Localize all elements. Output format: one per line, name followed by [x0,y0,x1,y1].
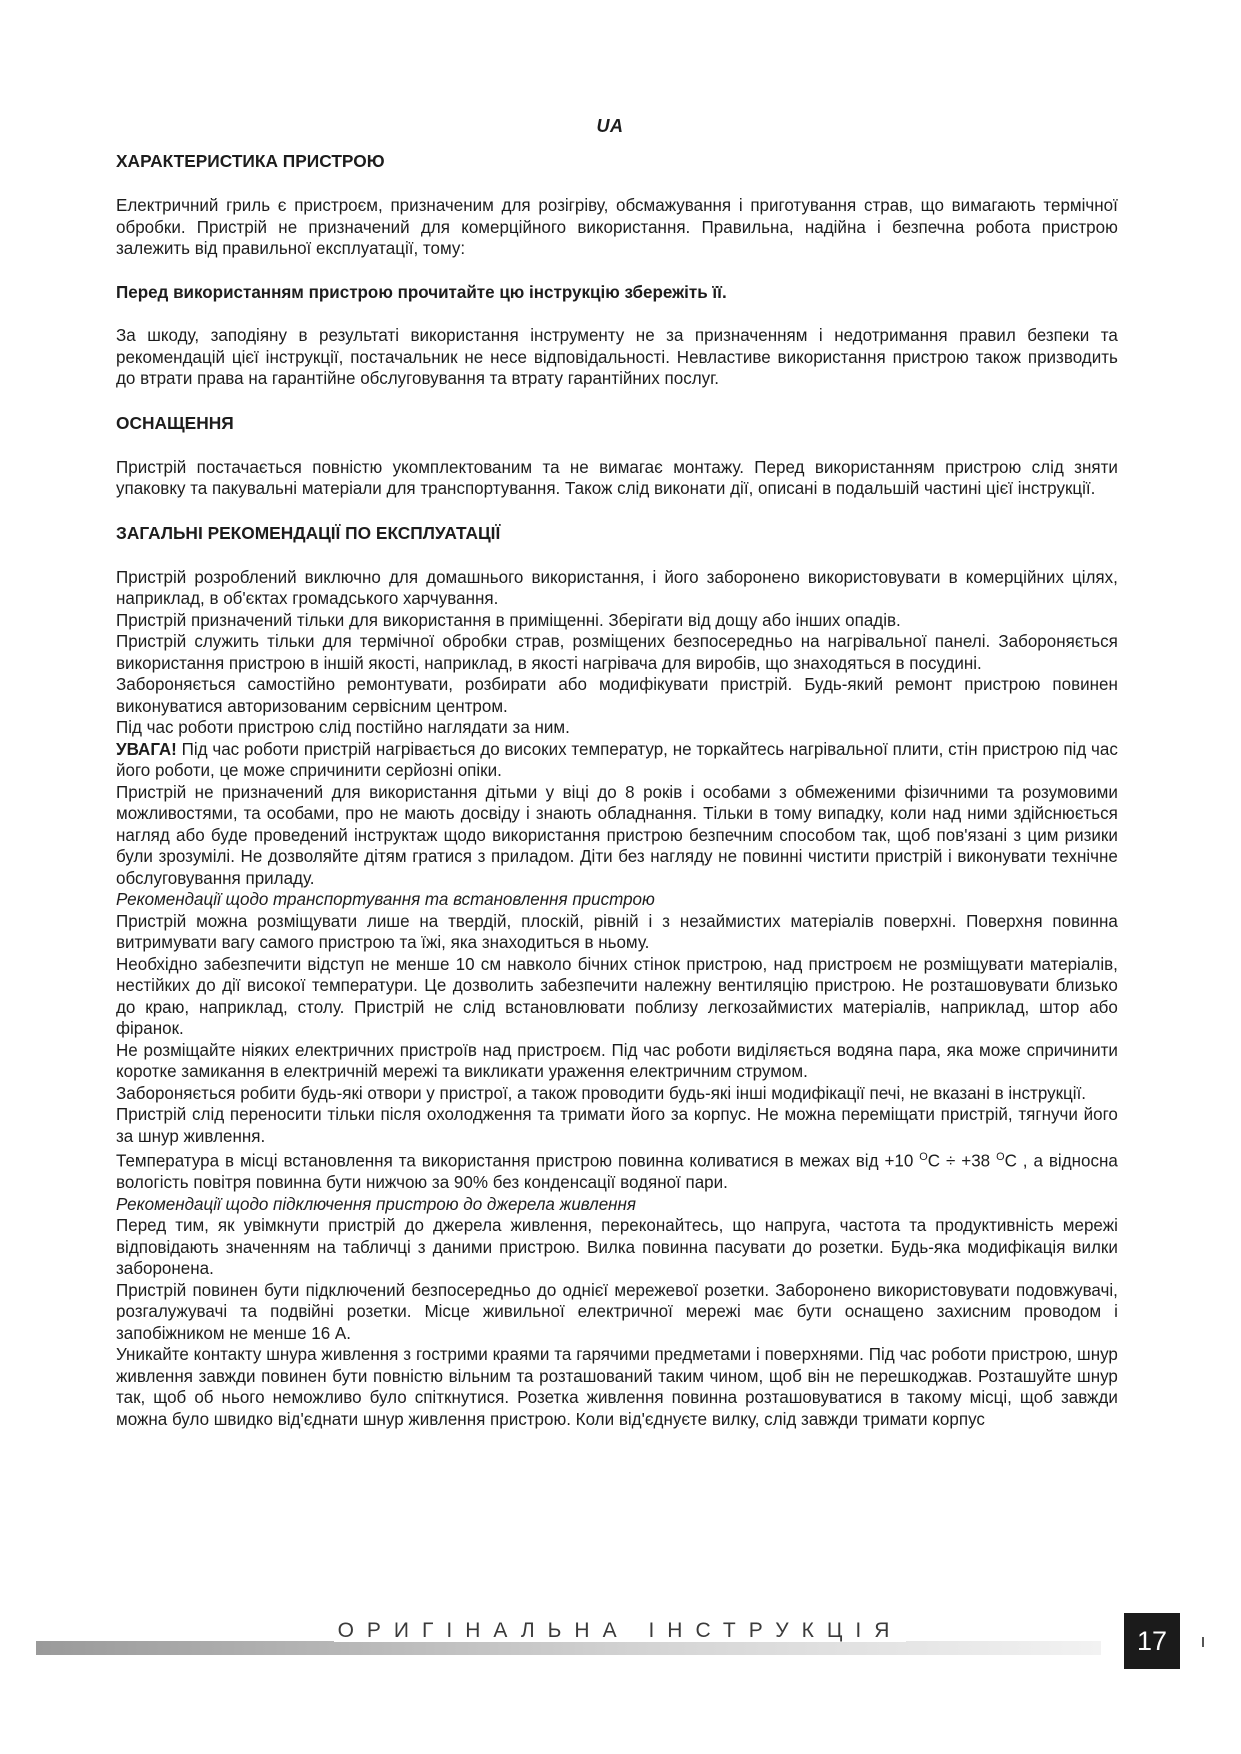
paragraph: Необхідно забезпечити відступ не менше 10 см навколо бічних стінок пристрою, над пристроєм не розміщувати матеріалів, нестійких до дії високої температури. Це дозволить забезпечити належну вентиляцію пристрою. Не розташовувати близько до краю, наприклад, столу. Пристрій не слід встановлювати поблизу легкозаймистих матеріалів, наприклад, штор або фіранок. [116,953,1118,1038]
section-title-characteristics: ХАРАКТЕРИСТИКА ПРИСТРОЮ [116,151,385,171]
paragraph: Пристрій призначений тільки для використання в приміщенні. Зберігати від дощу або інших опадів. [116,609,901,630]
degree-mark: O [996,1151,1005,1163]
language-code: UA [596,116,624,136]
warning-label: УВАГА! [116,738,177,759]
paragraph: Забороняється самостійно ремонтувати, розбирати або модифікувати пристрій. Будь-який ремонт пристрою повинен виконуватися авторизованим сервісним центром. [116,674,1118,716]
read-instruction-note: Перед використанням пристрою прочитайте цю інструкцію збережіть її. [116,281,727,302]
paragraph: Не розміщайте ніяких електричних пристроїв над пристроєм. Під час роботи виділяється водяна пара, яка може спричинити коротке замикання в електричній мережі та викликати ураження електричним струмом. [116,1039,1118,1081]
footer-label [300,1619,940,1643]
subsection-title-power: Рекомендації щодо підключення пристрою до джерела живлення [116,1193,636,1214]
footer-label-text: ОРИГІНАЛЬНА ІНСТРУКЦІЯ [334,1619,907,1642]
paragraph: Пристрій не призначений для використання дітьми у віці до 8 років і особами з обмеженими фізичними та розумовими можливостями, та особами, про не мають досвіду і знають обладнання. Тільки в тому випадку, коли над ними здійснюється нагляд або буде проведений інструктаж щодо використання пристрою безпечним способом так, щоб пов'язані з цим ризики були зрозумілі. Не дозволяйте дітям гратися з приладом. Діти без нагляду не повинні чистити пристрій і виконувати технічне обслуговування приладу. [116,781,1118,888]
paragraph: Пристрій служить тільки для термічної обробки страв, розміщених безпосередньо на нагрівальної панелі. Забороняється використання пристрою в іншій якості, наприклад, в якості нагрівача для виробів, що знаходяться в посудині. [116,631,1118,673]
paragraph: За шкоду, заподіяну в результаті використання інструменту не за призначенням і недотримання правил безпеки та рекомендацій цієї інструкції, постачальник не несе відповідальності. Невластиве використання пристрою також призводить до втрати права на гарантійне обслуговування та втрату гарантійних послуг. [116,325,1118,388]
text-part: Температура в місці встановлення та використання пристрою повинна коливатися в межах від +10 [116,1150,920,1171]
section-title-general-recommendations: ЗАГАЛЬНІ РЕКОМЕНДАЦІЇ ПО ЕКСПЛУАТАЦІЇ [116,522,501,543]
page-tick-mark [1202,1637,1204,1647]
warning-paragraph [116,739,1118,782]
section-title-equipment: ОСНАЩЕННЯ [116,412,234,433]
text-part: C , а відносна вологість повітря повинна бути нижчою за 90% без конденсації водяної пари. [116,1150,1118,1193]
footer-gradient-bar [36,1641,1101,1655]
paragraph: Під час роботи пристрою слід постійно наглядати за ним. [116,717,570,737]
paragraph: Пристрій розроблений виключно для домашнього використання, і його заборонено використовувати в комерційних цілях, наприклад, в об'єктах громадського харчування. [116,566,1118,608]
warning-text: Під час роботи пристрій нагрівається до високих температур, не торкайтесь нагрівальної плити, стін пристрою під час його роботи, це може спричинити серйозні опіки. [116,738,1118,780]
paragraph: Перед тим, як увімкнути пристрій до джерела живлення, переконайтесь, що напруга, частота та продуктивність мережі відповідають значенням на табличці з даними пристрою. Вилка повинна пасувати до розетки. Будь-яка модифікація вилки заборонена. [116,1215,1118,1279]
paragraph: Уникайте контакту шнура живлення з гострими краями та гарячими предметами і поверхнями. Під час роботи пристрою, шнур живлення завжди повинен бути повністю вільним та розташований таким чином, щоб він не перешкоджав. Розташуйте шнур так, щоб об нього неможливо було спіткнутися. Розетка живлення повинна розташовуватися в такому місці, щоб завжди можна було швидко від'єднати шнур живлення пристрою. Коли від'єднуєте вилку, слід завжди тримати корпус [116,1344,1118,1429]
paragraph: Забороняється робити будь-які отвори у пристрої, а також проводити будь-які інші модифікації печі, не вказані в інструкції. [116,1082,1087,1103]
paragraph: Пристрій повинен бути підключений безпосередньо до однієї мережевої розетки. Заборонено використовувати подовжувачі, розгалужувачі та подвійні розетки. Місце живильної електричної мережі має бути оснащено захисним проводом і запобіжником не менше 16 А. [116,1279,1118,1343]
paragraph: Електричний гриль є пристроєм, призначеним для розігріву, обсмажування і приготування страв, що вимагають термічної обробки. Пристрій не призначений для комерційного використання. Правильна, надійна і безпечна робота пристрою залежить від правильної експлуатації, тому: [116,195,1118,258]
document-body [116,150,1118,1430]
paragraph: Пристрій постачається повністю укомплектованим та не вимагає монтажу. Перед використанням пристрою слід зняти упаковку та пакувальні матеріали для транспортування. Також слід виконати дії, описані в подальшій частині цієї інструкції. [116,456,1118,498]
paragraph: Пристрій слід переносити тільки після охолодження та тримати його за корпус. Не можна переміщати пристрій, тягнучи його за шнур живлення. [116,1104,1118,1146]
temperature-paragraph [116,1147,1118,1194]
subsection-title-transport: Рекомендації щодо транспортування та встановлення пристрою [116,889,655,909]
degree-mark: O [919,1151,928,1163]
text-part: C ÷ +38 [927,1150,997,1171]
page-number: 17 [1124,1613,1180,1669]
paragraph: Пристрій можна розміщувати лише на твердій, плоскій, рівній і з незаймистих матеріалів поверхні. Поверхня повинна витримувати вагу самого пристрою та їжі, яка знаходиться в ньому. [116,910,1118,952]
